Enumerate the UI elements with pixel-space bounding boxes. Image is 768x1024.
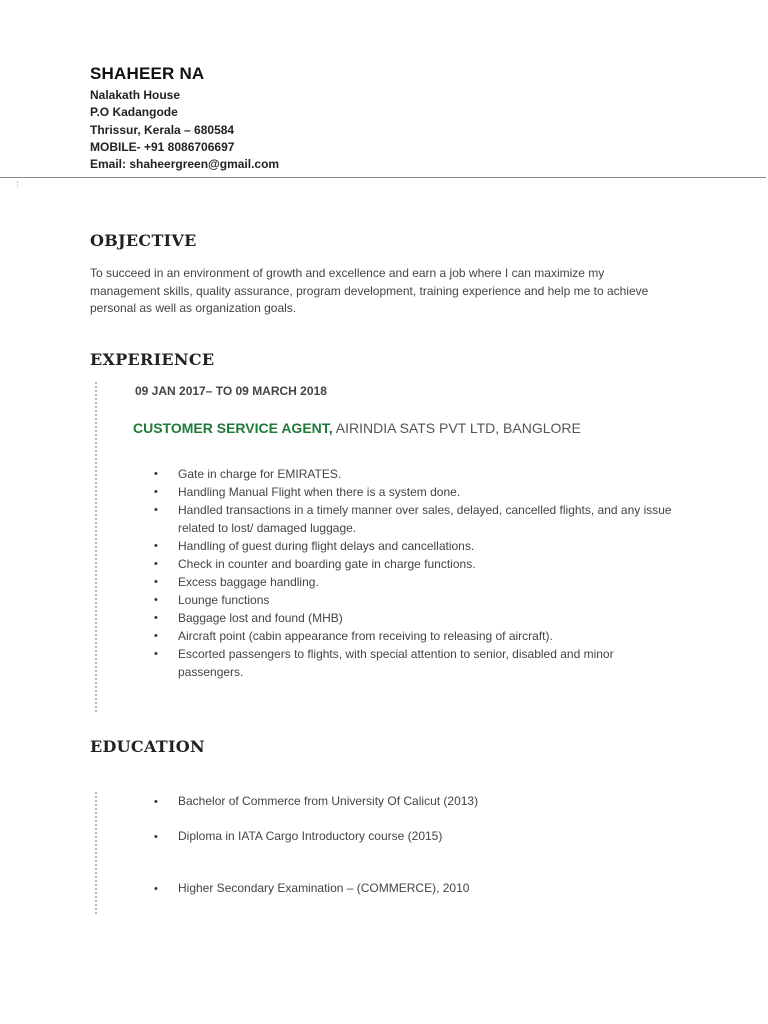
list-item [154,609,674,627]
list-item [154,537,674,555]
education-timeline-rule [95,792,97,914]
objective-heading: OBJECTIVE [90,231,197,250]
list-item [154,555,674,573]
duty-text: Gate in charge for EMIRATES. [178,467,342,481]
duty-text: Lounge functions [178,593,270,607]
list-item [154,501,674,537]
bullet-icon: • [154,594,158,606]
bullet-icon: • [154,831,158,843]
address-line-1: Nalakath House [90,88,181,102]
address-line-2: P.O Kadangode [90,105,178,119]
education-text: Diploma in IATA Cargo Introductory course (2015) [178,829,443,843]
job-role: CUSTOMER SERVICE AGENT, [133,420,333,436]
bullet-icon: • [154,612,158,624]
address-line-3: Thrissur, Kerala – 680584 [90,123,235,137]
list-item [154,829,442,843]
education-text: Higher Secondary Examination – (COMMERCE), 2010 [178,881,470,895]
bullet-icon: • [154,883,158,895]
job-title-line [133,420,581,436]
list-item [154,627,674,645]
objective-text: To succeed in an environment of growth and excellence and earn a job where I can maximize my management skills, quality assurance, program development, training experience and help me to achieve personal as well as organization goals. [90,266,649,315]
list-item [154,881,469,895]
duty-text: Escorted passengers to flights, with special attention to senior, disabled and minor passengers. [178,647,614,679]
experience-heading: EXPERIENCE [90,350,215,369]
list-item [154,465,674,483]
experience-duties [154,465,674,681]
duty-text: Aircraft point (cabin appearance from receiving to releasing of aircraft). [178,629,553,643]
list-item [154,645,674,681]
experience-timeline-rule [95,382,97,712]
duty-text: Check in counter and boarding gate in charge functions. [178,557,476,571]
header-divider [0,177,766,178]
list-item [154,591,674,609]
bullet-icon: • [154,576,158,588]
education-heading: EDUCATION [90,737,205,756]
list-item [154,794,478,808]
email-address: Email: shaheergreen@gmail.com [90,157,280,171]
list-item [154,573,674,591]
job-company: AIRINDIA SATS PVT LTD, BANGLORE [332,420,581,436]
bullet-icon: • [154,504,158,516]
duty-text: Excess baggage handling. [178,575,319,589]
candidate-name: SHAHEER NA [90,64,205,83]
education-text: Bachelor of Commerce from University Of Calicut (2013) [178,794,479,808]
bullet-icon: • [154,648,158,660]
bullet-icon: • [154,630,158,642]
duty-text: Handling of guest during flight delays and cancellations. [178,539,475,553]
list-item [154,483,674,501]
bullet-icon: • [154,486,158,498]
mobile-number: MOBILE- +91 8086706697 [90,140,235,154]
bullet-icon: • [154,540,158,552]
job-dates: 09 JAN 2017– TO 09 MARCH 2018 [135,384,327,398]
duty-text: Baggage lost and found (MHB) [178,611,343,625]
duty-text: Handled transactions in a timely manner over sales, delayed, cancelled flights, and any issue related to lost/ damaged luggage. [178,503,672,535]
duty-text: Handling Manual Flight when there is a system done. [178,485,461,499]
bullet-icon: • [154,468,158,480]
bullet-icon: • [154,796,158,808]
margin-mark [17,181,21,187]
bullet-icon: • [154,558,158,570]
